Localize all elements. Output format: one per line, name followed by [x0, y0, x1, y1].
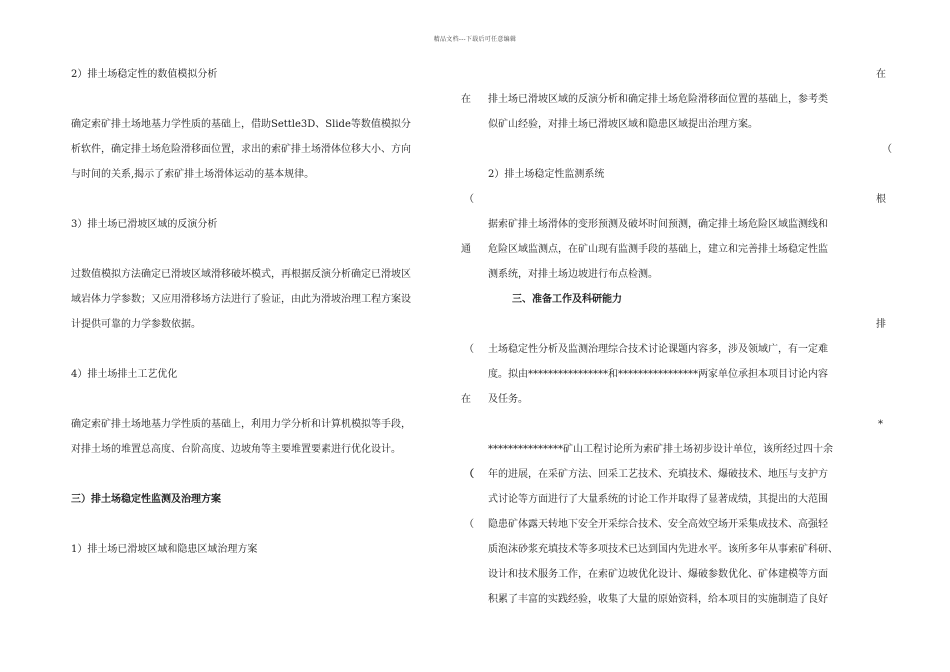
right-para-3-line-2: 度。拟由****************和****************两家单位承担本项目讨论内容: [488, 369, 828, 380]
right-para-4-line-4: 隐患矿体露天转地下安全开采综合技术、安全高效空场开采集成技术、高强轻: [488, 519, 828, 530]
left-para-4-line-2: 对排土场的堆置总高度、台阶高度、边坡角等主要堆置要素进行优化设计。: [71, 444, 401, 455]
left-heading-5: 1）排土场已滑坡区域和隐患区域治理方案: [71, 544, 258, 555]
page-header: 精品文档---下载后可任意编辑: [433, 36, 517, 43]
right-para-2-line-3: 测系统，对排土场边坡进行布点检测。: [488, 269, 658, 280]
right-para-2-line-2: 危险区域监测点，在矿山现有监测手段的基础上，建立和完善排土场稳定性监: [488, 244, 828, 255]
left-marker-zai-1: 在: [461, 94, 471, 105]
left-para-4-line-1: 确定索矿排土场地基力学性质的基础上，利用力学分析和计算机模拟等手段，: [71, 419, 411, 430]
right-para-3-line-3: 及任务。: [488, 394, 528, 405]
left-marker-paren-3: （: [464, 469, 474, 480]
left-heading-4: 4）排土场排土工艺优化: [71, 369, 178, 380]
left-marker-paren-1: （: [464, 194, 474, 205]
right-para-4-line-7: 积累了丰富的实践经验，收集了大量的原始资料，给本项目的实施制造了良好: [488, 594, 828, 605]
left-para-2-line-3: 与时间的关系,揭示了索矿排土场滑体运动的基本规律。: [71, 169, 315, 180]
right-para-4-line-1: ***************矿山工程讨论所为索矿排土场初步设计单位，该所经过四十余: [488, 444, 833, 455]
left-marker-paren-2: （: [464, 344, 474, 355]
right-para-4-line-6: 设计和技术服务工作，在索矿边坡优化设计、爆破参数优化、矿体建模等方面: [488, 569, 828, 580]
left-heading-2: 2）排土场稳定性的数值模拟分析: [71, 69, 218, 80]
right-section-3-title: 三、准备工作及科研能力: [512, 294, 622, 305]
right-para-2-line-1: 据索矿排土场滑体的变形预测及破坏时间预测，确定排土场危险区域监测线和: [488, 219, 828, 230]
left-para-2-line-2: 析软件，确定排土场危险滑移面位置，求出的索矿排土场滑体位移大小、方向: [71, 144, 411, 155]
right-para-3-line-1: 土场稳定性分析及监测治理综合技术讨论课题内容多，涉及领域广，有一定难: [488, 344, 828, 355]
left-section-3-title: 三）排土场稳定性监测及治理方案: [71, 494, 221, 505]
left-heading-3: 3）排土场已滑坡区域的反演分析: [71, 219, 218, 230]
right-para-1-line-1: 排土场已滑坡区域的反演分析和确定排土场危险滑移面位置的基础上，参考类: [488, 94, 828, 105]
right-marker-star: *: [878, 419, 883, 430]
left-para-2-line-1: 确定索矿排土场地基力学性质的基础上，借助Settle3D、Slide等数值模拟分: [71, 119, 411, 130]
right-para-4-line-5: 质泡沫砂浆充填技术等多项技术已达到国内先进水平。该所多年从事索矿科研、: [488, 544, 838, 555]
right-marker-paren: （: [882, 144, 892, 155]
left-marker-paren-4: （: [464, 519, 474, 530]
right-para-4-line-3: 式讨论等方面进行了大量系统的讨论工作并取得了显著成绩，其提出的大范围: [488, 494, 828, 505]
right-marker-pai: 排: [876, 319, 886, 330]
left-para-3-line-2: 域岩体力学参数；又应用滑移场方法进行了验证，由此为滑坡治理工程方案设: [71, 294, 411, 305]
right-marker-zai: 在: [876, 69, 886, 80]
right-para-1-line-2: 似矿山经验，对排土场已滑坡区域和隐患区域提出治理方案。: [488, 119, 758, 130]
right-para-4-line-2: 年的进展，在采矿方法、回采工艺技术、充填技术、爆破技术、地压与支护方: [488, 469, 828, 480]
right-marker-gen: 根: [876, 194, 886, 205]
left-marker-zai-2: 在: [461, 394, 471, 405]
left-para-3-line-1: 过数值模拟方法确定已滑坡区域滑移破坏模式，再根据反演分析确定已滑坡区: [71, 269, 411, 280]
right-heading-2: 2）排土场稳定性监测系统: [488, 169, 605, 180]
left-para-3-line-3: 计提供可靠的力学参数依据。: [71, 319, 201, 330]
left-marker-tong: 通: [461, 244, 471, 255]
